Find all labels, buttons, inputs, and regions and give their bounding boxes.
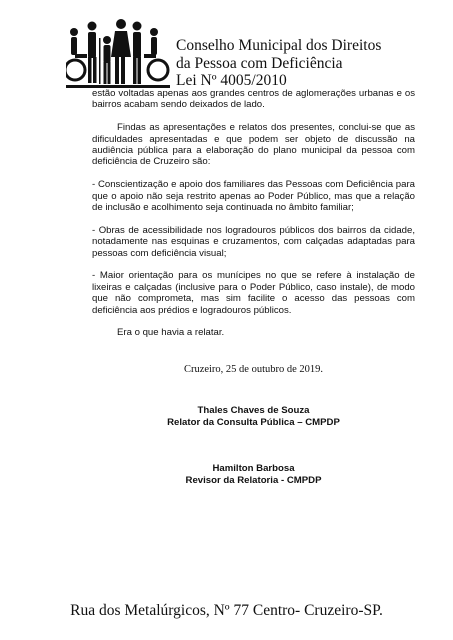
signature-name: Hamilton Barbosa (212, 463, 295, 475)
header-line-2: da Pessoa com Deficiência (176, 54, 343, 72)
header-line-3: Lei Nº 4005/2010 (176, 72, 287, 89)
header-line-1: Conselho Municipal dos Direitos (176, 37, 382, 54)
document-date: Cruzeiro, 25 de outubro de 2019. (183, 363, 324, 375)
signature-name: Thales Chaves de Souza (197, 405, 310, 417)
paragraph-continuation: estão voltadas apenas aos grandes centros de aglomerações urbanas e os bairros acabam sendo deixados de lado. (92, 88, 415, 111)
list-item-guidance: - Maior orientação para os munícipes no que se refere à instalação de lixeiras e calçadas (inclusive para o Poder Público, caso instale), de modo que não comprometa, mas sim facilite o acesso das pessoas com deficiência aos prédios e logradouros públicos. (92, 270, 415, 316)
signature-role: Relator da Consulta Pública – CMPDP (167, 417, 340, 429)
signature-role: Revisor da Relatoria - CMPDP (185, 475, 322, 487)
signature-block-reviewer (92, 463, 415, 487)
footer-address: Rua dos Metalúrgicos, Nº 77 Centro- Cruzeiro-SP. (70, 602, 383, 619)
paragraph-closing: Era o que havia a relatar. (117, 327, 225, 339)
list-item-accessibility-works: - Obras de acessibilidade nos logradouros públicos dos bairros da cidade, notadamente nas esquinas e cruzamentos, com calçadas adaptadas para pessoas com deficiência visual; (92, 224, 415, 259)
list-item-awareness: - Conscientização e apoio dos familiares das Pessoas com Deficiência para que o apoio não seja restrito apenas ao Poder Público, mas que a relação de inclusão e acolhimento seja continuada no âmbito familiar; (92, 179, 415, 214)
signature-block-rapporteur (92, 405, 415, 429)
letterhead (176, 37, 381, 90)
council-logo-icon (66, 18, 170, 90)
paragraph-conclusion: Findas as apresentações e relatos dos presentes, conclui-se que as dificuldades apresentadas e que podem ser objeto de discussão na audiência pública para a elaboração do plano municipal da pessoa com deficiência de Cruzeiro são: (92, 122, 415, 168)
document-body (92, 88, 415, 487)
